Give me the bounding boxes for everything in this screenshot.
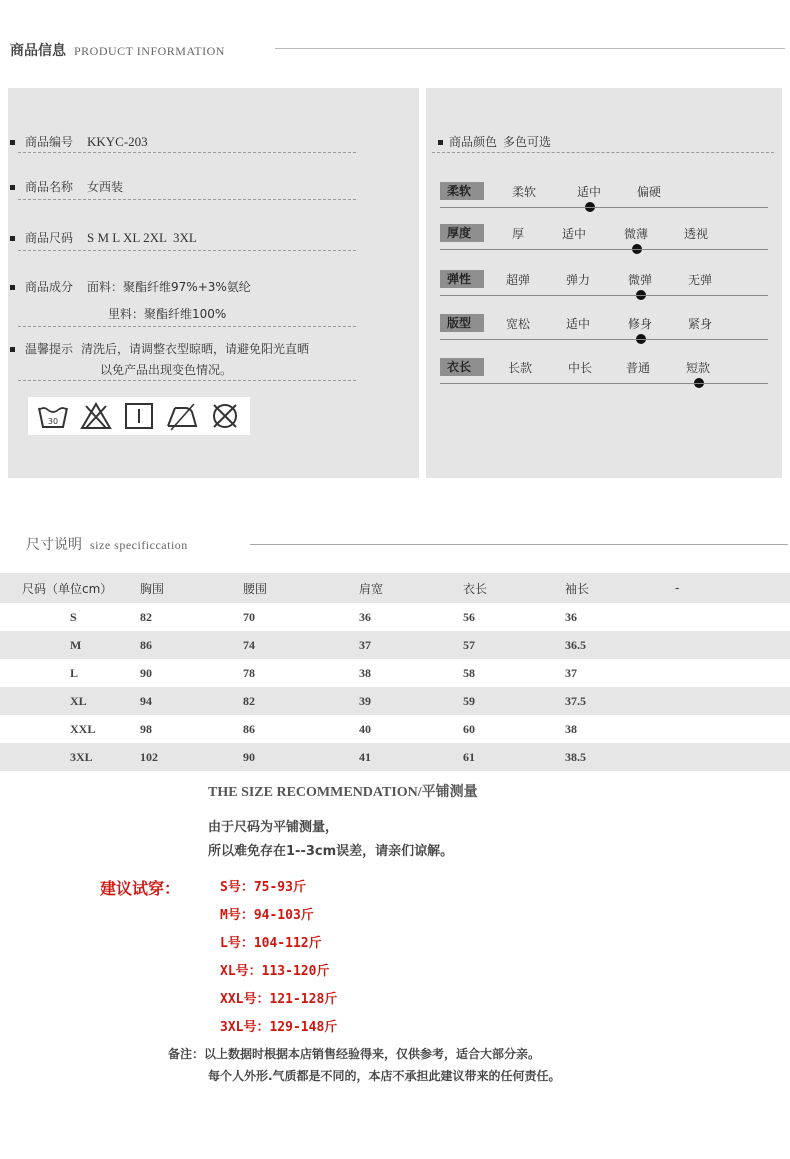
table-cell: 36.5 bbox=[565, 631, 675, 659]
table-cell: 38.5 bbox=[565, 743, 675, 771]
attribute-option: 修身 bbox=[628, 317, 653, 331]
tumble-dry-icon bbox=[122, 400, 156, 432]
table-cell: 60 bbox=[463, 715, 565, 743]
table-cell: 37.5 bbox=[565, 687, 675, 715]
size-table bbox=[0, 573, 790, 771]
table-cell: 78 bbox=[243, 659, 359, 687]
no-bleach-icon bbox=[79, 400, 113, 432]
attribute-option: 短款 bbox=[686, 361, 711, 375]
attribute-row bbox=[440, 182, 770, 204]
attribute-tag: 柔软 bbox=[440, 182, 484, 200]
suggest-item: S号：75-93斤 bbox=[220, 880, 306, 895]
table-cell: 90 bbox=[243, 743, 359, 771]
table-cell: 57 bbox=[463, 631, 565, 659]
attribute-option: 适中 bbox=[566, 317, 591, 331]
attribute-tag: 衣长 bbox=[440, 358, 484, 376]
bullet-icon bbox=[10, 285, 15, 290]
bullet-icon bbox=[10, 347, 15, 352]
wash-30-icon bbox=[36, 400, 70, 432]
table-cell: 70 bbox=[243, 603, 359, 631]
table-cell: 39 bbox=[359, 687, 463, 715]
remark-line: 每个人外形.气质都是不同的，本店不承担此建议带来的任何责任。 bbox=[208, 1069, 561, 1083]
care-icons-strip bbox=[28, 397, 250, 435]
attribute-option: 厚 bbox=[512, 227, 525, 241]
attribute-option: 偏硬 bbox=[637, 185, 662, 199]
product-color-row: 商品颜色 多色可选 bbox=[438, 133, 778, 150]
bullet-icon bbox=[10, 185, 15, 190]
product-code-row: 商品编号 KKYC-203 bbox=[10, 133, 355, 150]
table-row bbox=[0, 603, 790, 631]
dashed-divider bbox=[18, 250, 356, 251]
table-cell: 102 bbox=[140, 743, 243, 771]
product-material-row: 商品成分 面料：聚酯纤维97%+3%氨纶 bbox=[10, 278, 355, 295]
attribute-option: 超弹 bbox=[506, 273, 531, 287]
table-cell: 36 bbox=[359, 603, 463, 631]
table-cell: 37 bbox=[359, 631, 463, 659]
attribute-row bbox=[440, 270, 770, 292]
header-cell: 尺码（单位cm） bbox=[0, 573, 140, 603]
table-cell: 37 bbox=[565, 659, 675, 687]
care-tip-row: 温馨提示 清洗后，请调整衣型晾晒，请避免阳光直晒 bbox=[10, 340, 355, 357]
table-cell: 86 bbox=[243, 715, 359, 743]
dashed-divider bbox=[18, 199, 356, 200]
iron-low-icon bbox=[165, 400, 199, 432]
attribute-option: 柔软 bbox=[512, 185, 537, 199]
suggest-item: 3XL号：129-148斤 bbox=[220, 1020, 338, 1035]
attribute-option: 微薄 bbox=[624, 227, 649, 241]
attribute-option: 宽松 bbox=[506, 317, 531, 331]
table-cell bbox=[675, 687, 790, 715]
header-cell: 肩宽 bbox=[359, 573, 463, 603]
attribute-option: 微弹 bbox=[628, 273, 653, 287]
attribute-option: 紧身 bbox=[688, 317, 713, 331]
table-cell: 82 bbox=[243, 687, 359, 715]
svg-text:30: 30 bbox=[48, 417, 59, 426]
attribute-option: 适中 bbox=[562, 227, 587, 241]
product-lining-row: 里料：聚酯纤维100% bbox=[108, 307, 227, 321]
header-cell: 袖长 bbox=[565, 573, 675, 603]
table-cell: 82 bbox=[140, 603, 243, 631]
table-cell bbox=[675, 715, 790, 743]
recommendation-title: THE SIZE RECOMMENDATION/平铺测量 bbox=[208, 785, 478, 800]
dashed-divider bbox=[432, 152, 774, 153]
header-cell: 胸围 bbox=[140, 573, 243, 603]
attribute-option: 长款 bbox=[508, 361, 533, 375]
table-cell: 86 bbox=[140, 631, 243, 659]
table-cell: 38 bbox=[565, 715, 675, 743]
table-cell: 61 bbox=[463, 743, 565, 771]
table-cell: 74 bbox=[243, 631, 359, 659]
header-cell: - bbox=[675, 573, 790, 603]
bullet-icon bbox=[10, 236, 15, 241]
size-table-header bbox=[0, 573, 790, 603]
table-cell bbox=[675, 659, 790, 687]
table-cell: 40 bbox=[359, 715, 463, 743]
care-tip-line2: 以免产品出现变色情况。 bbox=[100, 363, 233, 377]
suggest-label: 建议试穿： bbox=[100, 879, 181, 898]
product-info-title: 商品信息 PRODUCT INFORMATION bbox=[10, 43, 225, 59]
attribute-scale-line bbox=[440, 339, 768, 340]
dashed-divider bbox=[18, 380, 356, 381]
size-spec-title: 尺寸说明 size specificcation bbox=[26, 537, 188, 553]
table-cell: XXL bbox=[0, 715, 140, 743]
bullet-icon bbox=[438, 140, 443, 145]
table-cell: 3XL bbox=[0, 743, 140, 771]
table-cell: XL bbox=[0, 687, 140, 715]
table-row bbox=[0, 659, 790, 687]
product-name-row: 商品名称 女西装 bbox=[10, 178, 355, 195]
header-cell: 衣长 bbox=[463, 573, 565, 603]
table-cell: M bbox=[0, 631, 140, 659]
attribute-row bbox=[440, 224, 770, 246]
table-cell: 38 bbox=[359, 659, 463, 687]
measure-note: 所以难免存在1--3cm误差，请亲们谅解。 bbox=[208, 844, 454, 859]
table-cell: 90 bbox=[140, 659, 243, 687]
table-cell: 94 bbox=[140, 687, 243, 715]
attribute-row bbox=[440, 314, 770, 336]
title-divider bbox=[275, 48, 785, 49]
table-cell: L bbox=[0, 659, 140, 687]
no-dry-clean-icon bbox=[208, 400, 242, 432]
table-cell bbox=[675, 631, 790, 659]
suggest-item: L号：104-112斤 bbox=[220, 936, 322, 951]
title-divider bbox=[250, 544, 788, 545]
attribute-tag: 弹性 bbox=[440, 270, 484, 288]
attribute-scale-line bbox=[440, 383, 768, 384]
table-cell: 98 bbox=[140, 715, 243, 743]
table-row bbox=[0, 715, 790, 743]
suggest-item: M号：94-103斤 bbox=[220, 908, 314, 923]
attribute-option: 弹力 bbox=[566, 273, 591, 287]
measure-note: 由于尺码为平铺测量， bbox=[208, 820, 339, 835]
attribute-option: 中长 bbox=[568, 361, 593, 375]
attribute-row bbox=[440, 358, 770, 380]
table-cell: 58 bbox=[463, 659, 565, 687]
table-cell: S bbox=[0, 603, 140, 631]
table-cell bbox=[675, 743, 790, 771]
table-row bbox=[0, 687, 790, 715]
table-row bbox=[0, 743, 790, 771]
table-cell: 41 bbox=[359, 743, 463, 771]
attribute-scale-line bbox=[440, 249, 768, 250]
header-cell: 腰围 bbox=[243, 573, 359, 603]
suggest-item: XL号：113-120斤 bbox=[220, 964, 330, 979]
attribute-option: 适中 bbox=[577, 185, 602, 199]
table-cell: 56 bbox=[463, 603, 565, 631]
attribute-tag: 版型 bbox=[440, 314, 484, 332]
attribute-option: 无弹 bbox=[688, 273, 713, 287]
attribute-option: 普通 bbox=[626, 361, 651, 375]
attribute-scale-line bbox=[440, 295, 768, 296]
attribute-scale-line bbox=[440, 207, 768, 208]
attribute-tag: 厚度 bbox=[440, 224, 484, 242]
suggest-item: XXL号：121-128斤 bbox=[220, 992, 338, 1007]
product-size-row: 商品尺码 S M L XL 2XL 3XL bbox=[10, 229, 355, 246]
attribute-option: 透视 bbox=[684, 227, 709, 241]
table-row bbox=[0, 631, 790, 659]
bullet-icon bbox=[10, 140, 15, 145]
table-cell bbox=[675, 603, 790, 631]
table-cell: 59 bbox=[463, 687, 565, 715]
table-cell: 36 bbox=[565, 603, 675, 631]
dashed-divider bbox=[18, 326, 356, 327]
dashed-divider bbox=[18, 152, 356, 153]
remark-line: 备注：以上数据时根据本店销售经验得来，仅供参考，适合大部分亲。 bbox=[168, 1047, 541, 1061]
